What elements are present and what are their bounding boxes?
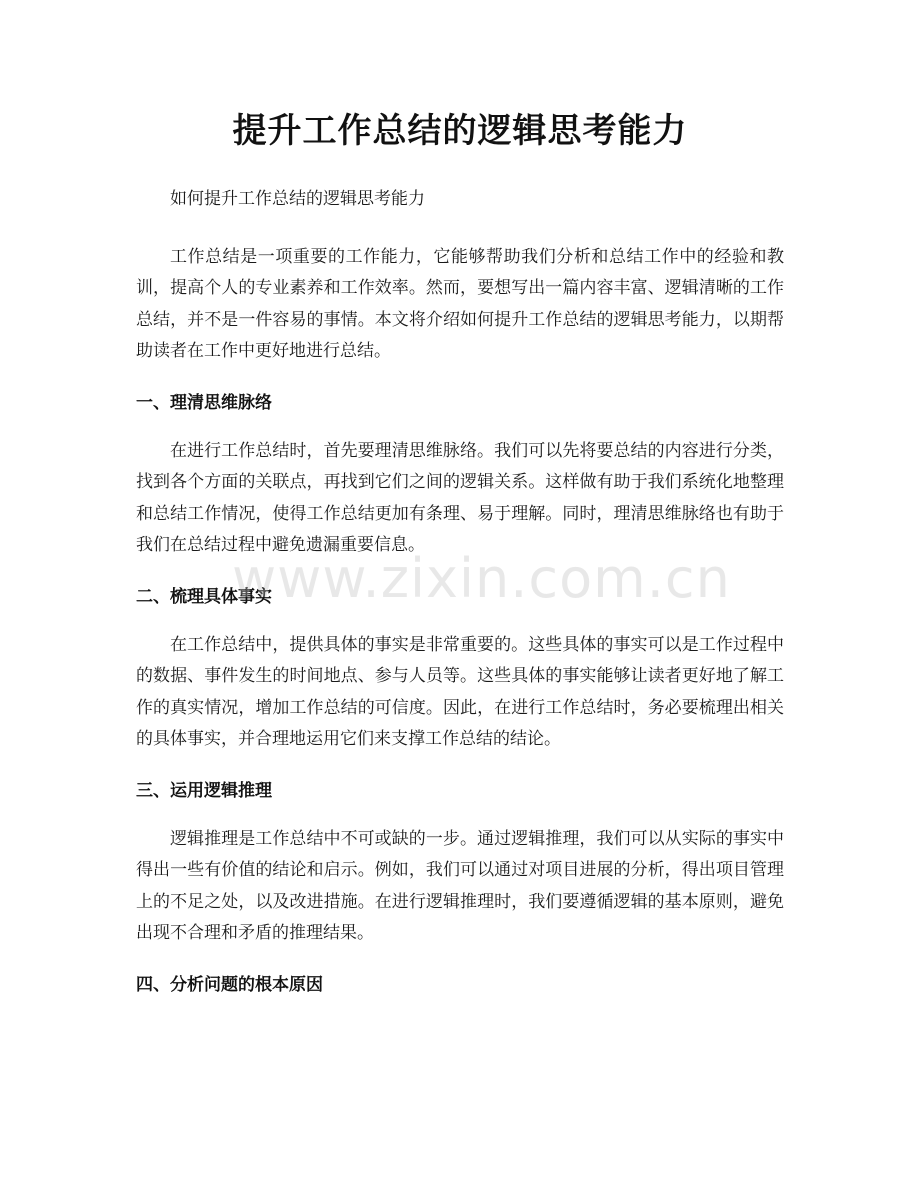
section-heading-2: 二、梳理具体事实	[136, 586, 272, 607]
document-body	[136, 184, 784, 1018]
section-heading-1: 一、理清思维脉络	[136, 392, 272, 413]
section-body-1: 在进行工作总结时，首先要理清思维脉络。我们可以先将要总结的内容进行分类，找到各个方面的关联点，再找到它们之间的逻辑关系。这样做有助于我们系统化地整理和总结工作情况，使得工作总结更加有条理、易于理解。同时，理清思维脉络也有助于我们在总结过程中避免遗漏重要信息。	[136, 440, 784, 555]
watermark-text: www.zixin.com.cn	[232, 547, 731, 610]
page-title: 提升工作总结的逻辑思考能力	[232, 111, 688, 151]
document-subtitle: 如何提升工作总结的逻辑思考能力	[170, 189, 425, 209]
section-heading-4: 四、分析问题的根本原因	[136, 974, 323, 995]
section-body-3: 逻辑推理是工作总结中不可或缺的一步。通过逻辑推理，我们可以从实际的事实中得出一些有价值的结论和启示。例如，我们可以通过对项目进展的分析，得出项目管理上的不足之处，以及改进措施。在进行逻辑推理时，我们要遵循逻辑的基本原则，避免出现不合理和矛盾的推理结果。	[136, 828, 784, 943]
section-heading-3: 三、运用逻辑推理	[136, 780, 272, 801]
intro-paragraph: 工作总结是一项重要的工作能力，它能够帮助我们分析和总结工作中的经验和教训，提高个人的专业素养和工作效率。然而，要想写出一篇内容丰富、逻辑清晰的工作总结，并不是一件容易的事情。本文将介绍如何提升工作总结的逻辑思考能力，以期帮助读者在工作中更好地进行总结。	[136, 246, 784, 361]
section-body-2: 在工作总结中，提供具体的事实是非常重要的。这些具体的事实可以是工作过程中的数据、事件发生的时间地点、参与人员等。这些具体的事实能够让读者更好地了解工作的真实情况，增加工作总结的可信度。因此，在进行工作总结时，务必要梳理出相关的具体事实，并合理地运用它们来支撑工作总结的结论。	[136, 634, 784, 749]
